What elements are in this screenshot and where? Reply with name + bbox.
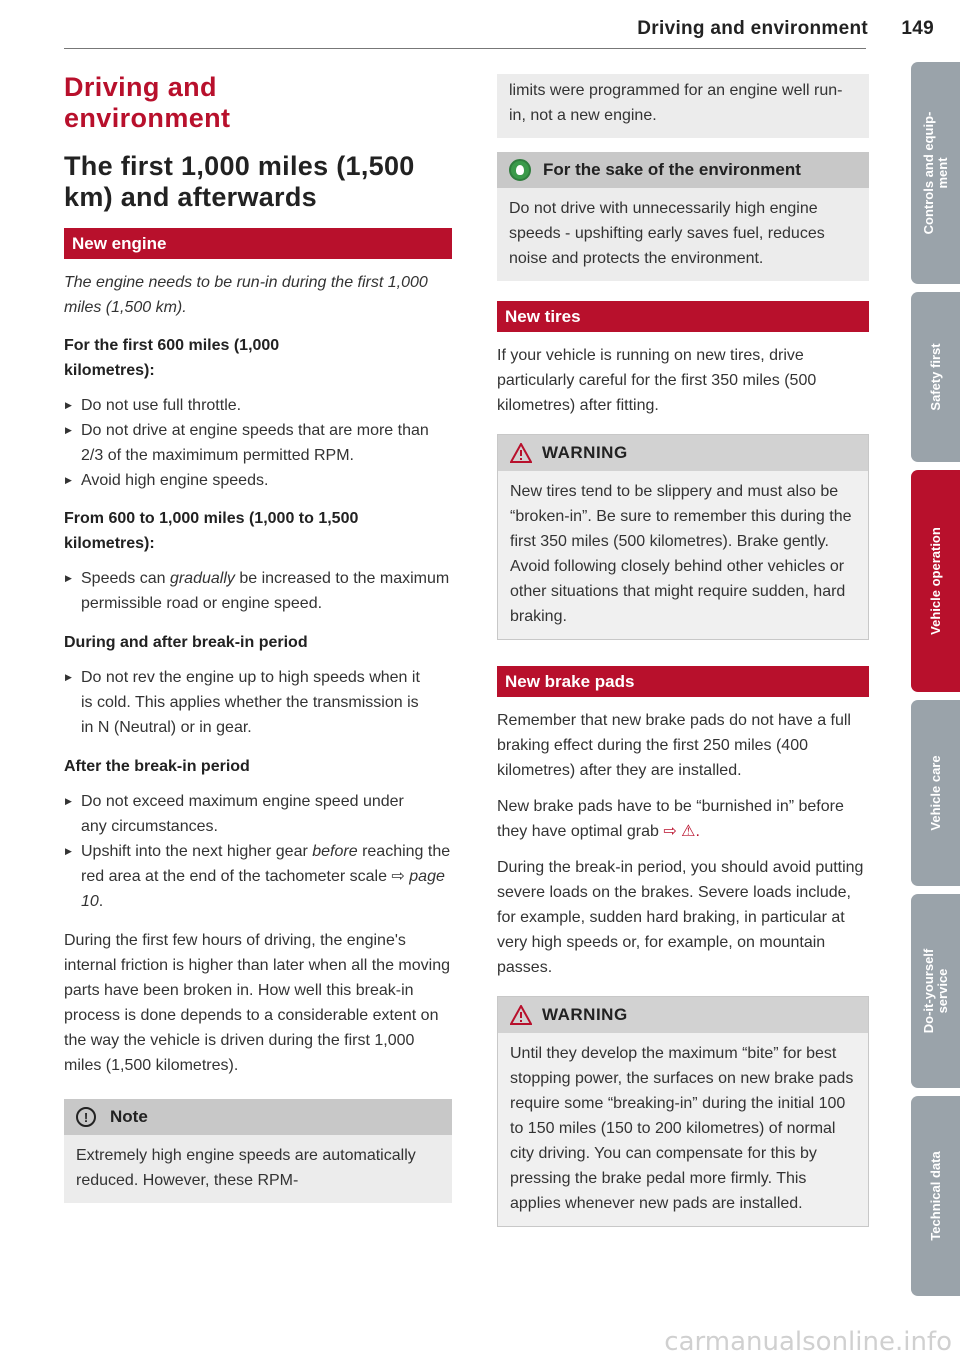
brake-warning-box xyxy=(497,996,869,1227)
tab-technical-data[interactable] xyxy=(911,1096,960,1296)
break-in-paragraph: During the first few hours of driving, the engine's internal friction is higher than later when all the moving parts have been broken in. How well this break-in process is done depends to a considerable extent on the way the vehicle is driven during the first 1,000 miles (1,500 kilometres). xyxy=(64,932,450,1074)
tab-label: Controls and equip- ment xyxy=(920,111,950,235)
brake-warning-text: Until they develop the maximum “bite” for best stopping power, the surfaces on new brake pads require some “breaking-in” during the initial 100 to 150 miles (150 to 200 kilometres) of normal city driving. You can compensate for this by pressing the brake pedal more firmly. This applies whenever new pads are installed. xyxy=(510,1045,854,1212)
environment-leaf-icon xyxy=(509,159,531,181)
header-rule xyxy=(64,48,866,49)
brake-pads-p3: During the break-in period, you should avoid putting severe loads on the brakes. Severe loads include, for example, sudden hard braking, in particular at very high speeds or, for example, on mountain passes. xyxy=(497,859,864,976)
warning-reference-link[interactable]: ⇨ ⚠. xyxy=(663,823,700,840)
warning-triangle-icon xyxy=(510,1005,532,1025)
left-column xyxy=(64,72,452,1203)
new-tires-heading: New tires xyxy=(497,301,869,332)
note-text: Extremely high engine speeds are automatically reduced. However, these RPM- xyxy=(76,1147,416,1189)
environment-box xyxy=(497,152,869,281)
from-600-list xyxy=(64,566,452,616)
list-item: ▶ Do not use full throttle. xyxy=(64,393,452,418)
list-item: ▶ Speeds can gradually be increased to the maximum permissible road or engine speed. xyxy=(64,566,452,616)
note-header xyxy=(64,1099,452,1135)
environment-header xyxy=(497,152,869,188)
section-title: The first 1,000 miles (1,500 km) and afterwards xyxy=(64,151,415,212)
list-item: ▶ Upshift into the next higher gear before reaching the red area at the end of the tachometer scale ⇨ page 10. xyxy=(64,839,452,914)
list-item: ▶ Do not drive at engine speeds that are more than 2/3 of the maximimum permitted RPM. xyxy=(64,418,452,468)
page-number: 149 xyxy=(901,18,934,39)
note-icon: ! xyxy=(76,1107,96,1127)
note-box xyxy=(64,1099,452,1203)
chapter-title: Driving and environment xyxy=(64,72,231,133)
after-break-in-list xyxy=(64,789,452,914)
tab-label: Safety first xyxy=(927,343,943,411)
during-break-in-heading: During and after break-in period xyxy=(64,634,308,651)
during-break-in-list xyxy=(64,665,452,740)
brake-warning-header xyxy=(498,997,868,1033)
continuation-text: limits were programmed for an engine well run-in, not a new engine. xyxy=(509,82,843,124)
tab-safety-first[interactable] xyxy=(911,292,960,462)
tab-controls-and-equipment[interactable] xyxy=(911,62,960,284)
tab-label: Technical data xyxy=(927,1151,943,1241)
running-title: Driving and environment xyxy=(637,18,868,39)
brake-pads-p1: Remember that new brake pads do not have a full braking effect during the first 250 miles (400 kilometres) after they are installed. xyxy=(497,712,851,779)
right-column xyxy=(497,72,869,1227)
continuation-box xyxy=(497,74,869,138)
new-tires-text: If your vehicle is running on new tires, drive particularly careful for the first 350 miles (500 kilometres) after fitting. xyxy=(497,347,817,414)
tires-warning-box xyxy=(497,434,869,640)
note-heading: Note xyxy=(110,1107,148,1126)
warning-triangle-icon xyxy=(510,443,532,463)
new-engine-intro: The engine needs to be run-in during the first 1,000 miles (1,500 km). xyxy=(64,274,428,316)
tab-label: Do-it-yourself service xyxy=(920,948,950,1034)
new-engine-heading: New engine xyxy=(64,228,452,259)
environment-heading: For the sake of the environment xyxy=(543,160,801,179)
tab-vehicle-care[interactable] xyxy=(911,700,960,886)
brake-warning-heading: WARNING xyxy=(542,1005,628,1024)
tires-warning-heading: WARNING xyxy=(542,443,628,462)
list-item: ▶ Do not exceed maximum engine speed under any circumstances. xyxy=(64,789,452,839)
list-item: ▶ Do not rev the engine up to high speeds when it is cold. This applies whether the transmission is in N (Neutral) or in gear. xyxy=(64,665,452,740)
watermark: carmanualsonline.info xyxy=(664,1327,952,1357)
new-brake-pads-heading: New brake pads xyxy=(497,666,869,697)
tab-vehicle-operation[interactable] xyxy=(911,470,960,692)
tab-label: Vehicle care xyxy=(927,755,943,831)
page-reference-link[interactable]: ⇨ page 10 xyxy=(81,868,445,910)
tab-label: Vehicle operation xyxy=(927,527,943,635)
from-600-heading: From 600 to 1,000 miles (1,000 to 1,500 kilometres): xyxy=(64,510,359,552)
tires-warning-header xyxy=(498,435,868,471)
first-600-list xyxy=(64,393,452,493)
tires-warning-text: New tires tend to be slippery and must also be “broken-in”. Be sure to remember this during the first 350 miles (500 kilometres). Brake gently. Avoid following closely behind other vehicles or other situations that might require sudden, hard braking. xyxy=(510,483,852,625)
tab-do-it-yourself-service[interactable] xyxy=(911,894,960,1088)
list-item: ▶ Avoid high engine speeds. xyxy=(64,468,452,493)
brake-pads-p2: New brake pads have to be “burnished in” before they have optimal grab ⇨ ⚠. xyxy=(497,798,844,840)
environment-text: Do not drive with unnecessarily high engine speeds - upshifting early saves fuel, reduces noise and protects the environment. xyxy=(509,200,825,267)
after-break-in-heading: After the break-in period xyxy=(64,758,250,775)
first-600-heading: For the first 600 miles (1,000 kilometres): xyxy=(64,337,280,379)
